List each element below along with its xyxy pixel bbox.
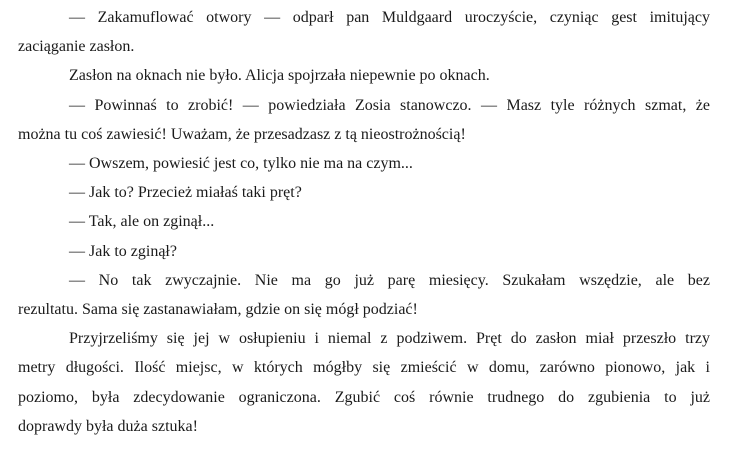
text-line: można tu coś zawiesić! Uważam, że przesadzasz z tą nieostrożnością! — [18, 125, 466, 143]
paragraph — [18, 61, 710, 90]
paragraph — [18, 3, 710, 61]
text-line: zaciąganie zasłon. — [18, 38, 135, 56]
text-line: poziomo, była zdecydowanie ograniczona. Zgubić coś równie trudnego do zgubienia to już — [18, 388, 710, 406]
paragraph — [18, 149, 710, 178]
text-line: Zasłon na oknach nie było. Alicja spojrzała niepewnie po oknach. — [69, 67, 490, 85]
text-line: — Zakamuflować otwory — odparł pan Muldgaard uroczyście, czyniąc gest imitujący — [69, 9, 710, 26]
paragraph — [18, 324, 710, 441]
paragraph — [18, 178, 710, 207]
text-line: — Jak to? Przecież miałaś taki pręt? — [69, 184, 302, 202]
text-line: rezultatu. Sama się zastanawiałam, gdzie on się mógł podziać! — [18, 301, 418, 319]
text-line: — No tak zwyczajnie. Nie ma go już parę miesięcy. Szukałam wszędzie, ale bez — [69, 271, 710, 289]
text-line: — Jak to zginął? — [69, 242, 177, 260]
document-page — [18, 0, 710, 441]
text-line: doprawdy była duża sztuka! — [18, 417, 198, 435]
paragraph — [18, 91, 710, 149]
paragraph — [18, 207, 710, 236]
text-line: — Tak, ale on zginął... — [69, 213, 215, 231]
text-line: — Owszem, powiesić jest co, tylko nie ma na czym... — [69, 155, 413, 173]
text-line: — Powinnaś to zrobić! — powiedziała Zosia stanowczo. — Masz tyle różnych szmat, że — [69, 96, 710, 114]
text-line: metry długości. Ilość miejsc, w których mógłby się zmieścić w domu, zarówno pionowo, jak i — [18, 359, 710, 377]
text-line: Przyjrzeliśmy się jej w osłupieniu i niemal z podziwem. Pręt do zasłon miał przeszło trzy — [69, 330, 710, 348]
paragraph — [18, 266, 710, 324]
paragraph — [18, 237, 710, 266]
